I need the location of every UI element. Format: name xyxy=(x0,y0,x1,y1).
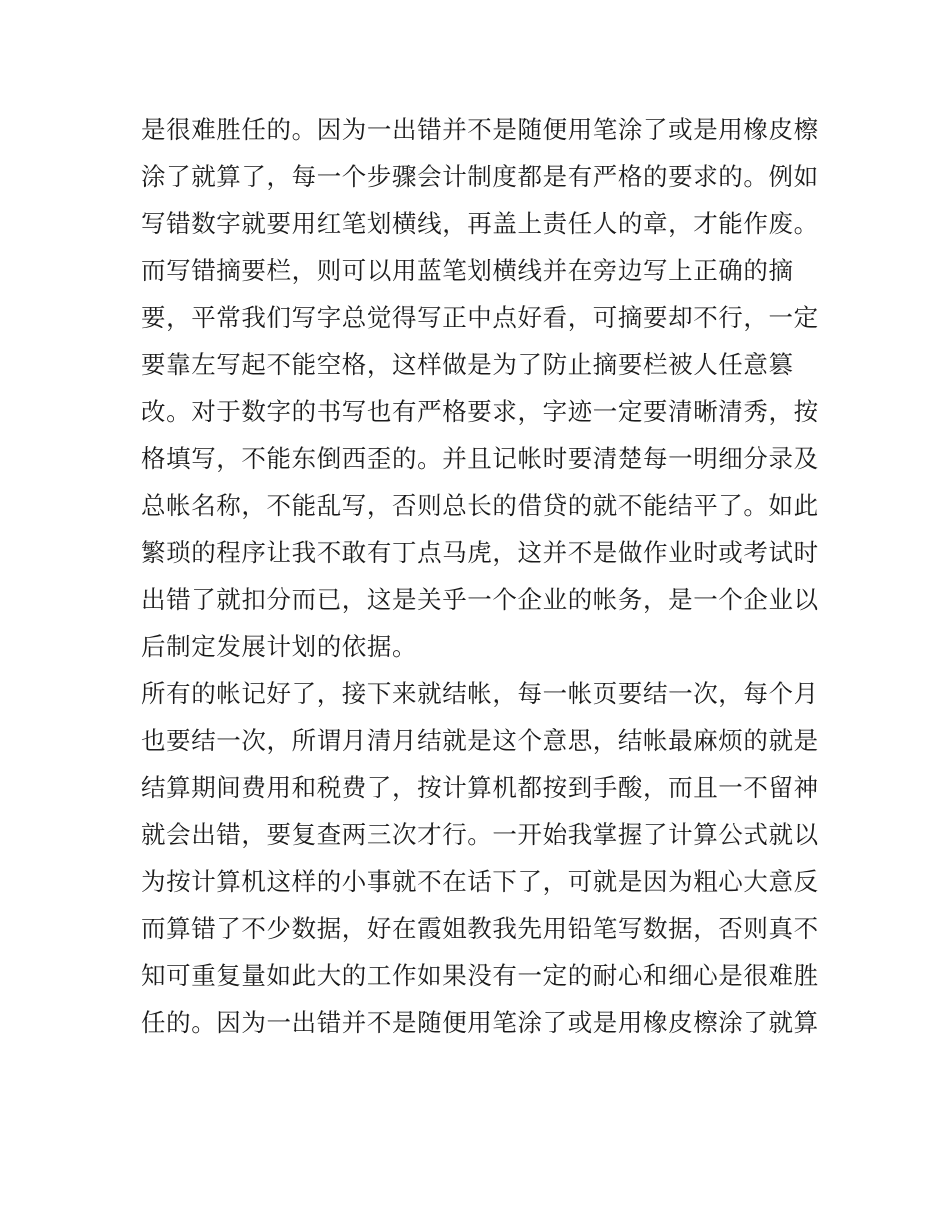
text-line: 后制定发展计划的依据。 xyxy=(141,632,418,661)
text-line: 所有的帐记好了，接下来就结帐，每一帐页要结一次，每个月 xyxy=(141,679,819,708)
text-line: 涂了就算了，每一个步骤会计制度都是有严格的要求的。例如 xyxy=(141,162,819,191)
text-line: 知可重复量如此大的工作如果没有一定的耐心和细心是很难胜 xyxy=(141,961,819,990)
text-line: 为按计算机这样的小事就不在话下了，可就是因为粗心大意反 xyxy=(141,867,819,896)
text-line: 改。对于数字的书写也有严格要求，字迹一定要清晰清秀，按 xyxy=(141,397,819,426)
text-line: 格填写，不能东倒西歪的。并且记帐时要清楚每一明细分录及 xyxy=(141,444,819,473)
text-line: 就会出错，要复查两三次才行。一开始我掌握了计算公式就以 xyxy=(141,820,819,849)
text-line: 结算期间费用和税费了，按计算机都按到手酸，而且一不留神 xyxy=(141,773,819,802)
body-text xyxy=(141,106,821,1046)
text-line: 要靠左写起不能空格，这样做是为了防止摘要栏被人任意篡 xyxy=(141,350,794,379)
text-line: 也要结一次，所谓月清月结就是这个意思，结帐最麻烦的就是 xyxy=(141,726,819,755)
text-line: 而写错摘要栏，则可以用蓝笔划横线并在旁边写上正确的摘 xyxy=(141,256,794,285)
text-line: 要，平常我们写字总觉得写正中点好看，可摘要却不行，一定 xyxy=(141,303,819,332)
text-line: 出错了就扣分而已，这是关乎一个企业的帐务，是一个企业以 xyxy=(141,585,819,614)
text-line: 总帐名称，不能乱写，否则总长的借贷的就不能结平了。如此 xyxy=(141,491,819,520)
text-line: 繁琐的程序让我不敢有丁点马虎，这并不是做作业时或考试时 xyxy=(141,538,819,567)
text-line: 而算错了不少数据，好在霞姐教我先用铅笔写数据，否则真不 xyxy=(141,914,819,943)
text-line: 写错数字就要用红笔划横线，再盖上责任人的章，才能作废。 xyxy=(141,209,819,238)
text-line: 是很难胜任的。因为一出错并不是随便用笔涂了或是用橡皮檫 xyxy=(141,115,819,144)
text-line: 任的。因为一出错并不是随便用笔涂了或是用橡皮檫涂了就算 xyxy=(141,1008,819,1037)
